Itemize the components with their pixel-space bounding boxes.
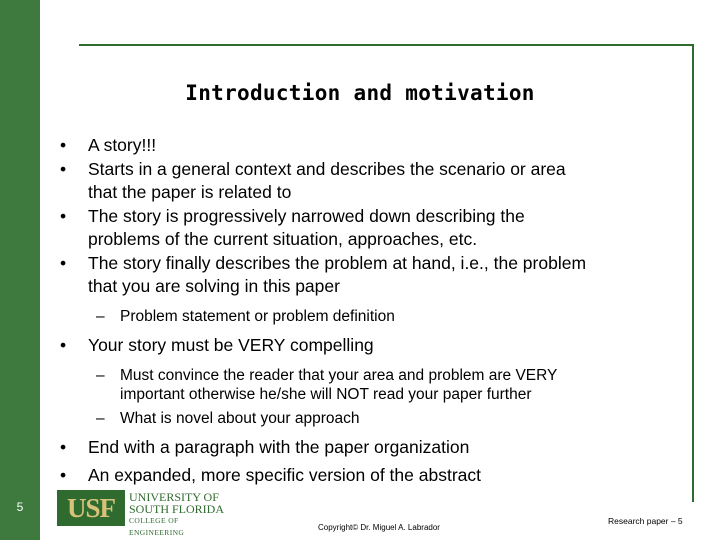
footer-page-label: Research paper – 5 xyxy=(608,516,683,526)
bullet-text: The story finally describes the problem at hand, i.e., the problem xyxy=(88,252,587,273)
bullet-item xyxy=(56,252,686,299)
slide-title: Introduction and motivation xyxy=(185,81,535,105)
bullet-text: The story is progressively narrowed down describing the xyxy=(88,205,525,226)
bullet-marker: • xyxy=(60,464,67,485)
sub-bullet-item xyxy=(56,366,686,405)
sub-bullet-text: Must convince the reader that your area and problem are VERY xyxy=(120,366,558,384)
bullet-text: Starts in a general context and describes the scenario or area xyxy=(88,158,566,179)
sub-bullet-text: Problem statement or problem definition xyxy=(120,307,395,325)
bullet-text-continued: that you are solving in this paper xyxy=(88,276,340,296)
right-divider-line xyxy=(692,44,694,502)
bullet-text: Your story must be VERY compelling xyxy=(88,335,374,355)
usf-logo-mark: USF xyxy=(57,490,125,526)
sub-bullet-text-continued: important otherwise he/she will NOT read your paper further xyxy=(120,386,532,403)
sub-bullet-text: What is novel about your approach xyxy=(120,409,360,427)
usf-logo-wordmark xyxy=(129,491,227,539)
bullet-list xyxy=(56,134,686,487)
bullet-text-continued: that the paper is related to xyxy=(88,182,292,202)
sub-bullet-item xyxy=(56,409,686,429)
logo-line-1: UNIVERSITY OF xyxy=(129,490,219,504)
bullet-item xyxy=(56,334,686,358)
bullet-text: An expanded, more specific version of the abstract xyxy=(88,464,481,485)
dash-marker: – xyxy=(96,366,105,384)
logo-line-2: SOUTH FLORIDA xyxy=(129,502,225,516)
dash-marker: – xyxy=(96,409,105,427)
bullet-text: A story!!! xyxy=(88,135,157,155)
bullet-text-continued: problems of the current situation, approaches, etc. xyxy=(88,229,478,249)
footer-copyright: Copyright© Dr. Miguel A. Labrador xyxy=(318,523,440,532)
bullet-marker: • xyxy=(60,158,67,179)
bullet-text: End with a paragraph with the paper organization xyxy=(88,437,470,457)
bullet-marker: • xyxy=(60,205,67,226)
bullet-marker: • xyxy=(60,335,67,355)
bullet-marker: • xyxy=(60,252,67,273)
bullet-marker: • xyxy=(60,437,67,457)
bullet-item xyxy=(56,134,686,158)
bullet-marker: • xyxy=(60,135,67,155)
sub-bullet-item xyxy=(56,307,686,327)
logo-line-3: COLLEGE OF ENGINEERING xyxy=(129,516,185,537)
bullet-item xyxy=(56,464,686,488)
bullet-item xyxy=(56,205,686,252)
usf-logo xyxy=(57,490,227,537)
slide-number: 5 xyxy=(16,500,24,514)
bullet-item xyxy=(56,436,686,460)
dash-marker: – xyxy=(96,307,105,325)
top-divider-line xyxy=(79,44,694,46)
bullet-item xyxy=(56,158,686,205)
